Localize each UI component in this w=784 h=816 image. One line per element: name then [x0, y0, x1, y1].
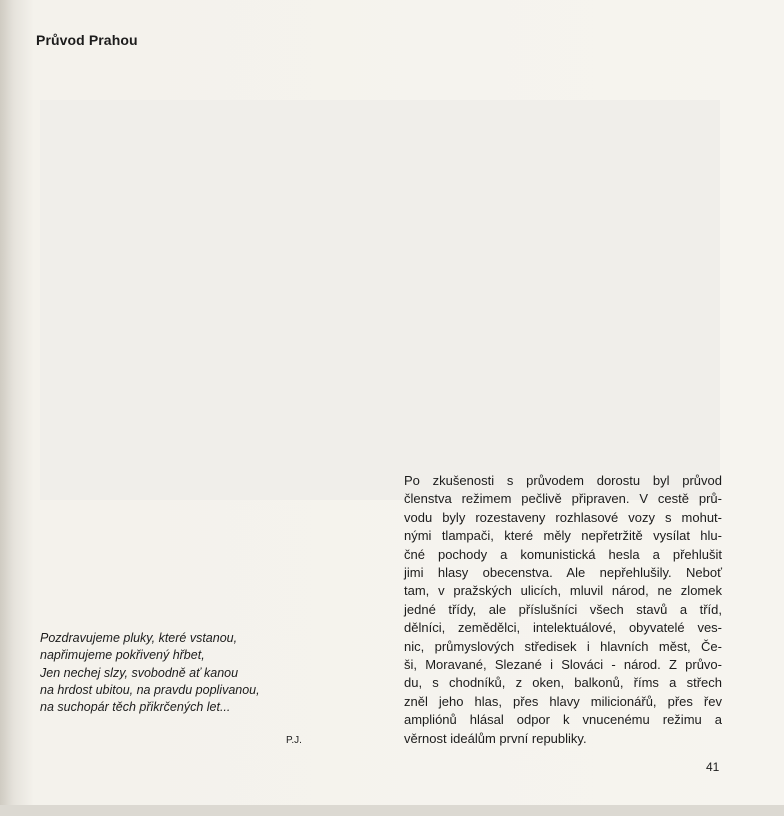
article-line: vodu byly rozestaveny rozhlasové vozy s mohut-	[404, 509, 722, 525]
article-line: dělníci, zemědělci, intelektuálové, obyvatelé ves-	[404, 620, 722, 636]
article-line: du, s chodníků, z oken, balkonů, říms a střech	[404, 675, 722, 691]
poem-line: na suchopár těch přikrčených let...	[40, 700, 231, 715]
page-title: Průvod Prahou	[36, 32, 138, 48]
article-text	[404, 472, 722, 748]
article-line: ampliónů hlásal odpor k vnucenému režimu a	[404, 712, 722, 728]
page-number: 41	[706, 760, 720, 774]
article-line: nými tlampači, které měly nepřetržitě vysílat hlu-	[404, 528, 722, 544]
article-line: jimi hlasy obecenstva. Ale nepřehlušily. Neboť	[404, 565, 722, 581]
page-bottom-edge	[0, 805, 784, 816]
article-line: čné pochody a komunistická hesla a přehlušit	[404, 546, 722, 562]
article-line: Po zkušenosti s průvodem dorostu byl průvod	[404, 473, 722, 488]
poem-line: Pozdravujeme pluky, které vstanou,	[40, 631, 238, 645]
article-line: věrnost ideálům první republiky.	[404, 730, 587, 746]
article-line: jedné třídy, ale příslušníci všech stavů a tříd,	[404, 601, 722, 617]
article-line: tam, v pražských ulicích, mluvil národ, ne zlomek	[404, 583, 722, 599]
article-line: členstva režimem pečlivě připraven. V cestě prů-	[404, 491, 722, 507]
poem-line: Jen nechej slzy, svobodně ať kanou	[40, 665, 239, 680]
article-line: nic, průmyslových středisek i hlavních měst, Če-	[404, 638, 722, 654]
article-line: ši, Moravané, Slezané i Slováci - národ. Z průvo-	[404, 657, 722, 673]
poem-line: napřimujeme pokřivený hřbet,	[40, 648, 205, 663]
poem	[40, 630, 340, 716]
poem-line: na hrdost ubitou, na pravdu poplivanou,	[40, 682, 260, 697]
faded-photo-area	[40, 100, 720, 500]
poem-author: P.J.	[286, 735, 302, 746]
article-line: zněl jeho hlas, přes hlavy milicionářů, přes řev	[404, 693, 722, 709]
